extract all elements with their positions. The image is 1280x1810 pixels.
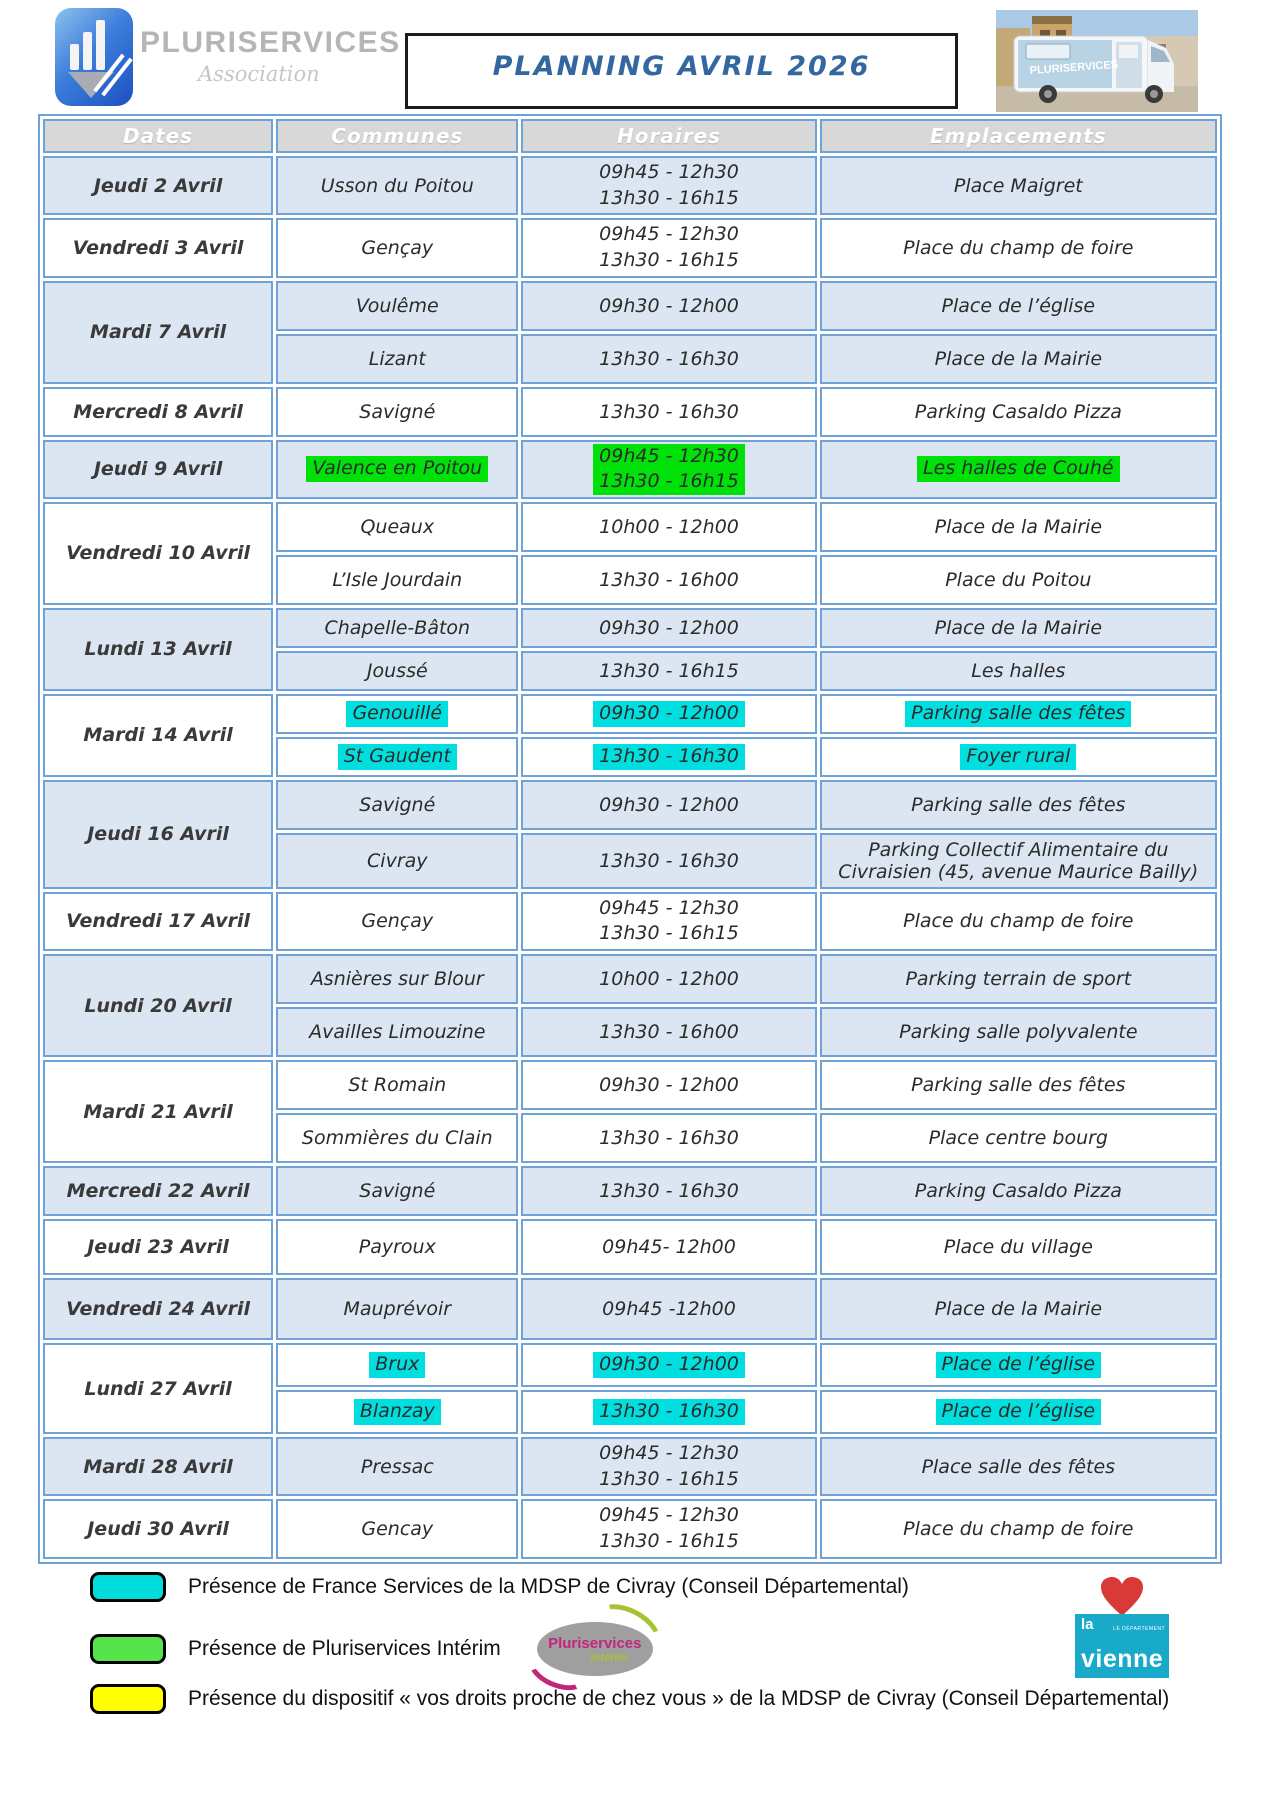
table-row — [43, 1343, 1217, 1387]
table-row — [43, 156, 1217, 215]
interim-logo-sub: Intérim — [590, 1651, 628, 1664]
emplacement-cell: Place de l’église — [820, 1390, 1217, 1434]
horaires-cell: 09h45 - 12h30 13h30 - 16h15 — [521, 156, 816, 215]
date-cell: Vendredi 3 Avril — [43, 218, 273, 277]
date-cell: Vendredi 24 Avril — [43, 1278, 273, 1340]
vienne-dept-text: LE DÉPARTEMENT — [1113, 1626, 1165, 1632]
date-cell: Mercredi 8 Avril — [43, 387, 273, 437]
table-row — [43, 954, 1217, 1004]
date-cell: Jeudi 9 Avril — [43, 440, 273, 499]
horaires-cell: 13h30 - 16h00 — [521, 555, 816, 605]
emplacement-cell: Place Maigret — [820, 156, 1217, 215]
commune-cell: Payroux — [276, 1219, 518, 1275]
commune-cell: Mauprévoir — [276, 1278, 518, 1340]
emplacement-cell: Parking terrain de sport — [820, 954, 1217, 1004]
vienne-logo-block — [1075, 1614, 1169, 1678]
emplacement-cell: Place centre bourg — [820, 1113, 1217, 1163]
table-row — [43, 694, 1217, 734]
date-cell: Jeudi 30 Avril — [43, 1499, 273, 1558]
logo-bar-icon — [70, 44, 79, 70]
horaires-cell: 09h45- 12h00 — [521, 1219, 816, 1275]
horaires-cell: 13h30 - 16h30 — [521, 1166, 816, 1216]
commune-cell: Genouillé — [276, 694, 518, 734]
commune-cell: Voulême — [276, 281, 518, 331]
column-header-emplacements: Emplacements — [820, 119, 1217, 153]
horaires-cell: 13h30 - 16h30 — [521, 1113, 816, 1163]
pluriservices-interim-logo — [537, 1622, 653, 1676]
horaires-cell: 09h45 - 12h30 13h30 - 16h15 — [521, 892, 816, 951]
table-row — [43, 281, 1217, 331]
commune-cell: Gençay — [276, 892, 518, 951]
date-cell: Jeudi 16 Avril — [43, 780, 273, 889]
brand-tagline: Association — [198, 62, 320, 86]
legend-swatch-green — [90, 1634, 166, 1664]
commune-cell: Valence en Poitou — [276, 440, 518, 499]
emplacement-cell: Place du champ de foire — [820, 218, 1217, 277]
horaires-cell: 09h45 -12h00 — [521, 1278, 816, 1340]
horaires-cell: 09h45 - 12h30 13h30 - 16h15 — [521, 1437, 816, 1496]
title-box — [405, 33, 958, 109]
horaires-cell: 13h30 - 16h30 — [521, 387, 816, 437]
legend-swatch-cyan — [90, 1572, 166, 1602]
table-row — [43, 1278, 1217, 1340]
horaires-cell: 09h45 - 12h30 13h30 - 16h15 — [521, 1499, 816, 1558]
table-row — [43, 1219, 1217, 1275]
vienne-la-text: la — [1081, 1616, 1094, 1633]
logo-bar-icon — [83, 32, 92, 70]
horaires-cell: 09h30 - 12h00 — [521, 780, 816, 830]
commune-cell: Savigné — [276, 1166, 518, 1216]
column-header-dates: Dates — [43, 119, 273, 153]
interim-logo-name: Pluriservices — [548, 1634, 642, 1652]
table-row — [43, 892, 1217, 951]
commune-cell: Brux — [276, 1343, 518, 1387]
vienne-department-logo — [1075, 1578, 1169, 1678]
commune-cell: St Romain — [276, 1060, 518, 1110]
commune-cell: Lizant — [276, 334, 518, 384]
pluriservices-logo-icon — [55, 8, 133, 106]
horaires-cell: 10h00 - 12h00 — [521, 502, 816, 552]
table-row — [43, 608, 1217, 648]
emplacement-cell: Parking salle des fêtes — [820, 1060, 1217, 1110]
commune-cell: Availles Limouzine — [276, 1007, 518, 1057]
commune-cell: St Gaudent — [276, 737, 518, 777]
commune-cell: Queaux — [276, 502, 518, 552]
table-row — [43, 1437, 1217, 1496]
legend-label: Présence de France Services de la MDSP de Civray (Conseil Départemental) — [188, 1575, 909, 1598]
emplacement-cell: Place de la Mairie — [820, 502, 1217, 552]
date-cell: Lundi 27 Avril — [43, 1343, 273, 1434]
planning-table — [38, 114, 1222, 1564]
legend-row-droits — [90, 1684, 1169, 1714]
commune-cell: L’Isle Jourdain — [276, 555, 518, 605]
vienne-name-text: vienne — [1081, 1645, 1164, 1673]
commune-cell: Gençay — [276, 218, 518, 277]
heart-icon — [1099, 1576, 1145, 1618]
horaires-cell: 09h30 - 12h00 — [521, 1343, 816, 1387]
column-header-horaires: Horaires — [521, 119, 816, 153]
legend-swatch-yellow — [90, 1684, 166, 1714]
date-cell: Mardi 28 Avril — [43, 1437, 273, 1496]
horaires-cell: 13h30 - 16h30 — [521, 737, 816, 777]
emplacement-cell: Place de la Mairie — [820, 1278, 1217, 1340]
logo-bar-icon — [96, 20, 105, 70]
commune-cell: Civray — [276, 833, 518, 889]
horaires-cell: 09h45 - 12h30 13h30 - 16h15 — [521, 440, 816, 499]
emplacement-cell: Les halles — [820, 651, 1217, 691]
date-cell: Jeudi 2 Avril — [43, 156, 273, 215]
legend-label: Présence du dispositif « vos droits proche de chez vous » de la MDSP de Civray (Conseil Départemental) — [188, 1687, 1170, 1710]
emplacement-cell: Parking Collectif Alimentaire du Civraisien (45, avenue Maurice Bailly) — [820, 833, 1217, 889]
brand-name: PLURISERVICES — [140, 26, 401, 59]
date-cell: Mardi 7 Avril — [43, 281, 273, 384]
table-row — [43, 387, 1217, 437]
table-row — [43, 780, 1217, 830]
emplacement-cell: Place du champ de foire — [820, 1499, 1217, 1558]
emplacement-cell: Parking salle polyvalente — [820, 1007, 1217, 1057]
legend-row-france-services — [90, 1572, 909, 1602]
emplacement-cell: Foyer rural — [820, 737, 1217, 777]
commune-cell: Pressac — [276, 1437, 518, 1496]
horaires-cell: 13h30 - 16h30 — [521, 334, 816, 384]
emplacement-cell: Place de la Mairie — [820, 608, 1217, 648]
date-cell: Vendredi 10 Avril — [43, 502, 273, 605]
table-row — [43, 1166, 1217, 1216]
emplacement-cell: Parking salle des fêtes — [820, 694, 1217, 734]
emplacement-cell: Parking salle des fêtes — [820, 780, 1217, 830]
table-row — [43, 502, 1217, 552]
emplacement-cell: Place de l’église — [820, 1343, 1217, 1387]
date-cell: Mercredi 22 Avril — [43, 1166, 273, 1216]
table-row — [43, 1499, 1217, 1558]
emplacement-cell: Place du champ de foire — [820, 892, 1217, 951]
van-photo — [996, 10, 1198, 112]
horaires-cell: 09h30 - 12h00 — [521, 694, 816, 734]
commune-cell: Sommières du Clain — [276, 1113, 518, 1163]
date-cell: Lundi 13 Avril — [43, 608, 273, 691]
horaires-cell: 09h30 - 12h00 — [521, 608, 816, 648]
date-cell: Jeudi 23 Avril — [43, 1219, 273, 1275]
table-row — [43, 218, 1217, 277]
horaires-cell: 13h30 - 16h00 — [521, 1007, 816, 1057]
horaires-cell: 09h30 - 12h00 — [521, 1060, 816, 1110]
legend-label: Présence de Pluriservices Intérim — [188, 1637, 501, 1660]
column-header-communes: Communes — [276, 119, 518, 153]
commune-cell: Joussé — [276, 651, 518, 691]
brand-block — [140, 26, 401, 86]
commune-cell: Usson du Poitou — [276, 156, 518, 215]
commune-cell: Blanzay — [276, 1390, 518, 1434]
commune-cell: Chapelle-Bâton — [276, 608, 518, 648]
emplacement-cell: Place du Poitou — [820, 555, 1217, 605]
table-row — [43, 440, 1217, 499]
horaires-cell: 13h30 - 16h15 — [521, 651, 816, 691]
emplacement-cell: Parking Casaldo Pizza — [820, 1166, 1217, 1216]
date-cell: Lundi 20 Avril — [43, 954, 273, 1057]
commune-cell: Savigné — [276, 387, 518, 437]
page-title: PLANNING AVRIL 2026 — [492, 50, 871, 82]
emplacement-cell: Place de la Mairie — [820, 334, 1217, 384]
emplacement-cell: Parking Casaldo Pizza — [820, 387, 1217, 437]
commune-cell: Gencay — [276, 1499, 518, 1558]
commune-cell: Asnières sur Blour — [276, 954, 518, 1004]
table-row — [43, 1060, 1217, 1110]
van-label: PLURISERVICES — [1029, 58, 1119, 77]
horaires-cell: 09h30 - 12h00 — [521, 281, 816, 331]
horaires-cell: 13h30 - 16h30 — [521, 833, 816, 889]
horaires-cell: 09h45 - 12h30 13h30 - 16h15 — [521, 218, 816, 277]
commune-cell: Savigné — [276, 780, 518, 830]
horaires-cell: 13h30 - 16h30 — [521, 1390, 816, 1434]
emplacement-cell: Place de l’église — [820, 281, 1217, 331]
emplacement-cell: Les halles de Couhé — [820, 440, 1217, 499]
legend-row-interim — [90, 1622, 653, 1676]
date-cell: Mardi 21 Avril — [43, 1060, 273, 1163]
date-cell: Mardi 14 Avril — [43, 694, 273, 777]
horaires-cell: 10h00 - 12h00 — [521, 954, 816, 1004]
emplacement-cell: Place salle des fêtes — [820, 1437, 1217, 1496]
emplacement-cell: Place du village — [820, 1219, 1217, 1275]
date-cell: Vendredi 17 Avril — [43, 892, 273, 951]
